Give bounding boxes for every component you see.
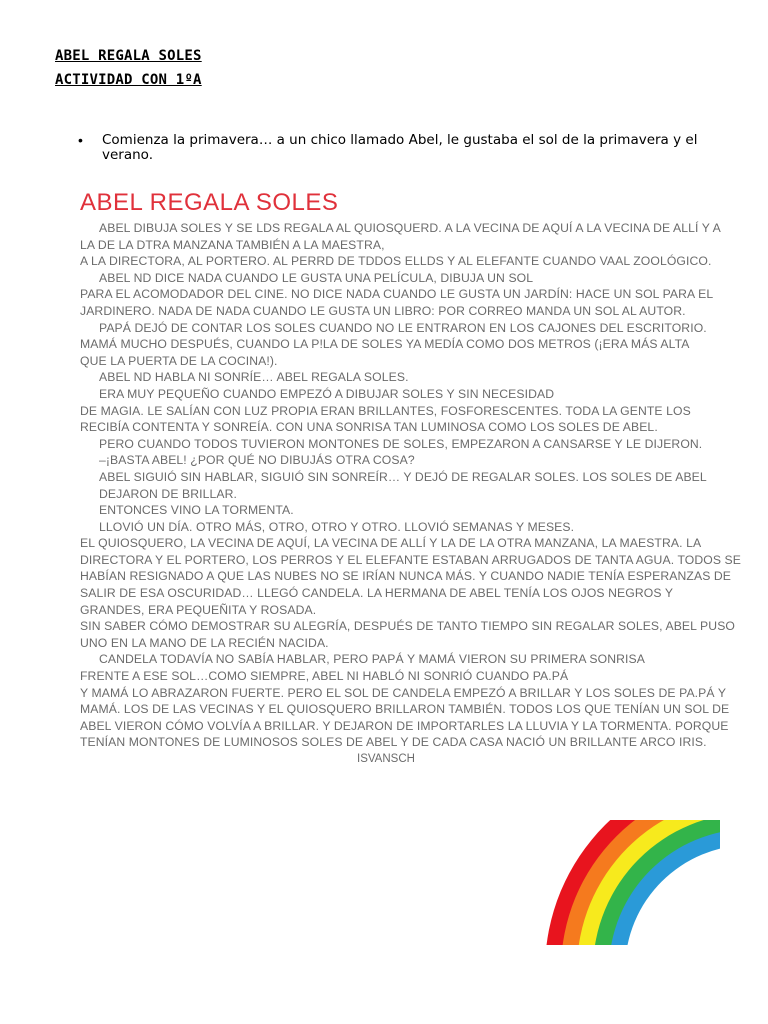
story-line: SIN SABER CÓMO DEMOSTRAR SU ALEGRÍA, DESPUÉS DE TANTO TIEMPO SIN REGALAR SOLES, ABEL PUSO <box>80 619 735 634</box>
story-line: SALIR DE ESA OSCURIDAD… LLEGÓ CANDELA. LA HERMANA DE ABEL TENÍA LOS OJOS NEGROS Y <box>80 586 674 601</box>
story-author: ISVANSCH <box>357 753 415 765</box>
story-body <box>80 220 741 751</box>
story-line: PARA EL ACOMODADOR DEL CINE. NO DICE NADA CUANDO LE GUSTA UN JARDÍN: HACE UN SOL PARA EL <box>80 287 714 302</box>
story-line: LA DE LA DTRA MANZANA TAMBIÉN A LA MAESTRA, <box>80 237 385 252</box>
story-line: MAMÁ MUCHO DESPUÉS, CUANDO LA P!LA DE SOLES YA MEDÍA COMO DOS METROS (¡ERA MÁS ALTA <box>80 337 690 352</box>
story-line: QUE LA PUERTA DE LA COCINA!). <box>80 353 278 368</box>
story-line: UNO EN LA MANO DE LA RECIÉN NACIDA. <box>80 635 329 650</box>
story-line: ABEL ND DICE NADA CUANDO LE GUSTA UNA PELÍCULA, DIBUJA UN SOL <box>99 270 534 285</box>
story-line: FRENTE A ESE SOL…COMO SIEMPRE, ABEL NI HABLÓ NI SONRIÓ CUANDO PA.PÁ <box>80 669 569 684</box>
story-line: CANDELA TODAVÍA NO SABÍA HABLAR, PERO PAPÁ Y MAMÁ VIERON SU PRIMERA SONRISA <box>99 652 645 667</box>
bullet-text: Comienza la primavera… a un chico llamado Abel, le gustaba el sol de la primavera y el verano. <box>102 132 698 163</box>
story-line: MAMÁ. LOS DE LAS VECINAS Y EL QUIOSQUERO BRILLARON TAMBIÉN. TODOS LOS QUE TENÍAN UN SOL DE <box>80 702 730 717</box>
rainbow-image <box>545 820 720 945</box>
story-line: JARDINERO. NADA DE NADA CUANDO LE GUSTA UN LIBRO: POR CORREO MANDA UN SOL AL AUTOR. <box>80 303 686 318</box>
story-line: ABEL SIGUIÓ SIN HABLAR, SIGUIÓ SIN SONREÍR… Y DEJÓ DE REGALAR SOLES. LOS SOLES DE ABEL <box>99 469 707 484</box>
story-line: HABÍAN RESIGNADO A QUE LAS NUBES NO SE IRÍAN NUNCA MÁS. Y CUANDO NADIE TENÍA ESPERANZAS DE <box>80 569 732 584</box>
story-line: PERO CUANDO TODOS TUVIERON MONTONES DE SOLES, EMPEZARON A CANSARSE Y LE DIJERON. <box>99 436 703 451</box>
story-line: –¡BASTA ABEL! ¿POR QUÉ NO DIBUJÁS OTRA COSA? <box>99 453 415 468</box>
story-line: Y MAMÁ LO ABRAZARON FUERTE. PERO EL SOL DE CANDELA EMPEZÓ A BRILLAR Y LOS SOLES DE PA.PÁ Y <box>80 685 727 700</box>
activity-label: ACTIVIDAD CON 1ºA <box>55 72 202 88</box>
bullet-symbol: • <box>78 132 83 148</box>
story-line: A LA DIRECTORA, AL PORTERO. AL PERRD DE TDDOS ELLDS Y AL ELEFANTE CUANDO VAAL ZOOLÓGICO. <box>80 254 712 269</box>
story-line: DIRECTORA Y EL PORTERO, LOS PERROS Y EL ELEFANTE ESTABAN ARRUGADOS DE TANTA AGUA. TODOS SE <box>80 552 741 567</box>
story-line: DE MAGIA. LE SALÍAN CON LUZ PROPIA ERAN BRILLANTES, FOSFORESCENTES. TODA LA GENTE LOS <box>80 403 691 418</box>
story-line: TENÍAN MONTONES DE LUMINOSOS SOLES DE ABEL Y DE CADA CASA NACIÓ UN BRILLANTE ARCO IRIS. <box>80 735 707 750</box>
story-line: PAPÁ DEJÓ DE CONTAR LOS SOLES CUANDO NO LE ENTRARON EN LOS CAJONES DEL ESCRITORIO. <box>99 320 707 335</box>
story-line: LLOVIÓ UN DÍA. OTRO MÁS, OTRO, OTRO Y OTRO. LLOVIÓ SEMANAS Y MESES. <box>99 519 575 534</box>
story-line: ABEL DIBUJA SOLES Y SE LDS REGALA AL QUIOSQUERD. A LA VECINA DE AQUÍ A LA VECINA DE ALLÍ Y A <box>99 221 721 235</box>
story-line: ENTONCES VINO LA TORMENTA. <box>99 503 294 518</box>
story-line: GRANDES, ERA PEQUEÑITA Y ROSADA. <box>80 602 317 617</box>
document-title: ABEL REGALA SOLES <box>55 48 202 64</box>
story-line: DEJARON DE BRILLAR. <box>99 486 238 501</box>
story-line: RECIBÍA CONTENTA Y SONREÍA. CON UNA SONRISA TAN LUMINOSA COMO LOS SOLES DE ABEL. <box>80 420 658 435</box>
story-line: EL QUIOSQUERO, LA VECINA DE AQUÍ, LA VECINA DE ALLÍ Y LA DE LA OTRA MANZANA, LA MAESTRA. LA <box>80 536 702 551</box>
story-line: ABEL VIERON CÓMO VOLVÍA A BRILLAR. Y DEJARON DE IMPORTARLES LA LLUVIA Y LA TORMENTA. PORQUE <box>80 718 729 733</box>
story-line: ERA MUY PEQUEÑO CUANDO EMPEZÓ A DIBUJAR SOLES Y SIN NECESIDAD <box>99 386 555 401</box>
story-line: ABEL ND HABLA NI SONRÍE… ABEL REGALA SOLES. <box>99 370 409 385</box>
story-title: ABEL REGALA SOLES <box>80 189 339 216</box>
